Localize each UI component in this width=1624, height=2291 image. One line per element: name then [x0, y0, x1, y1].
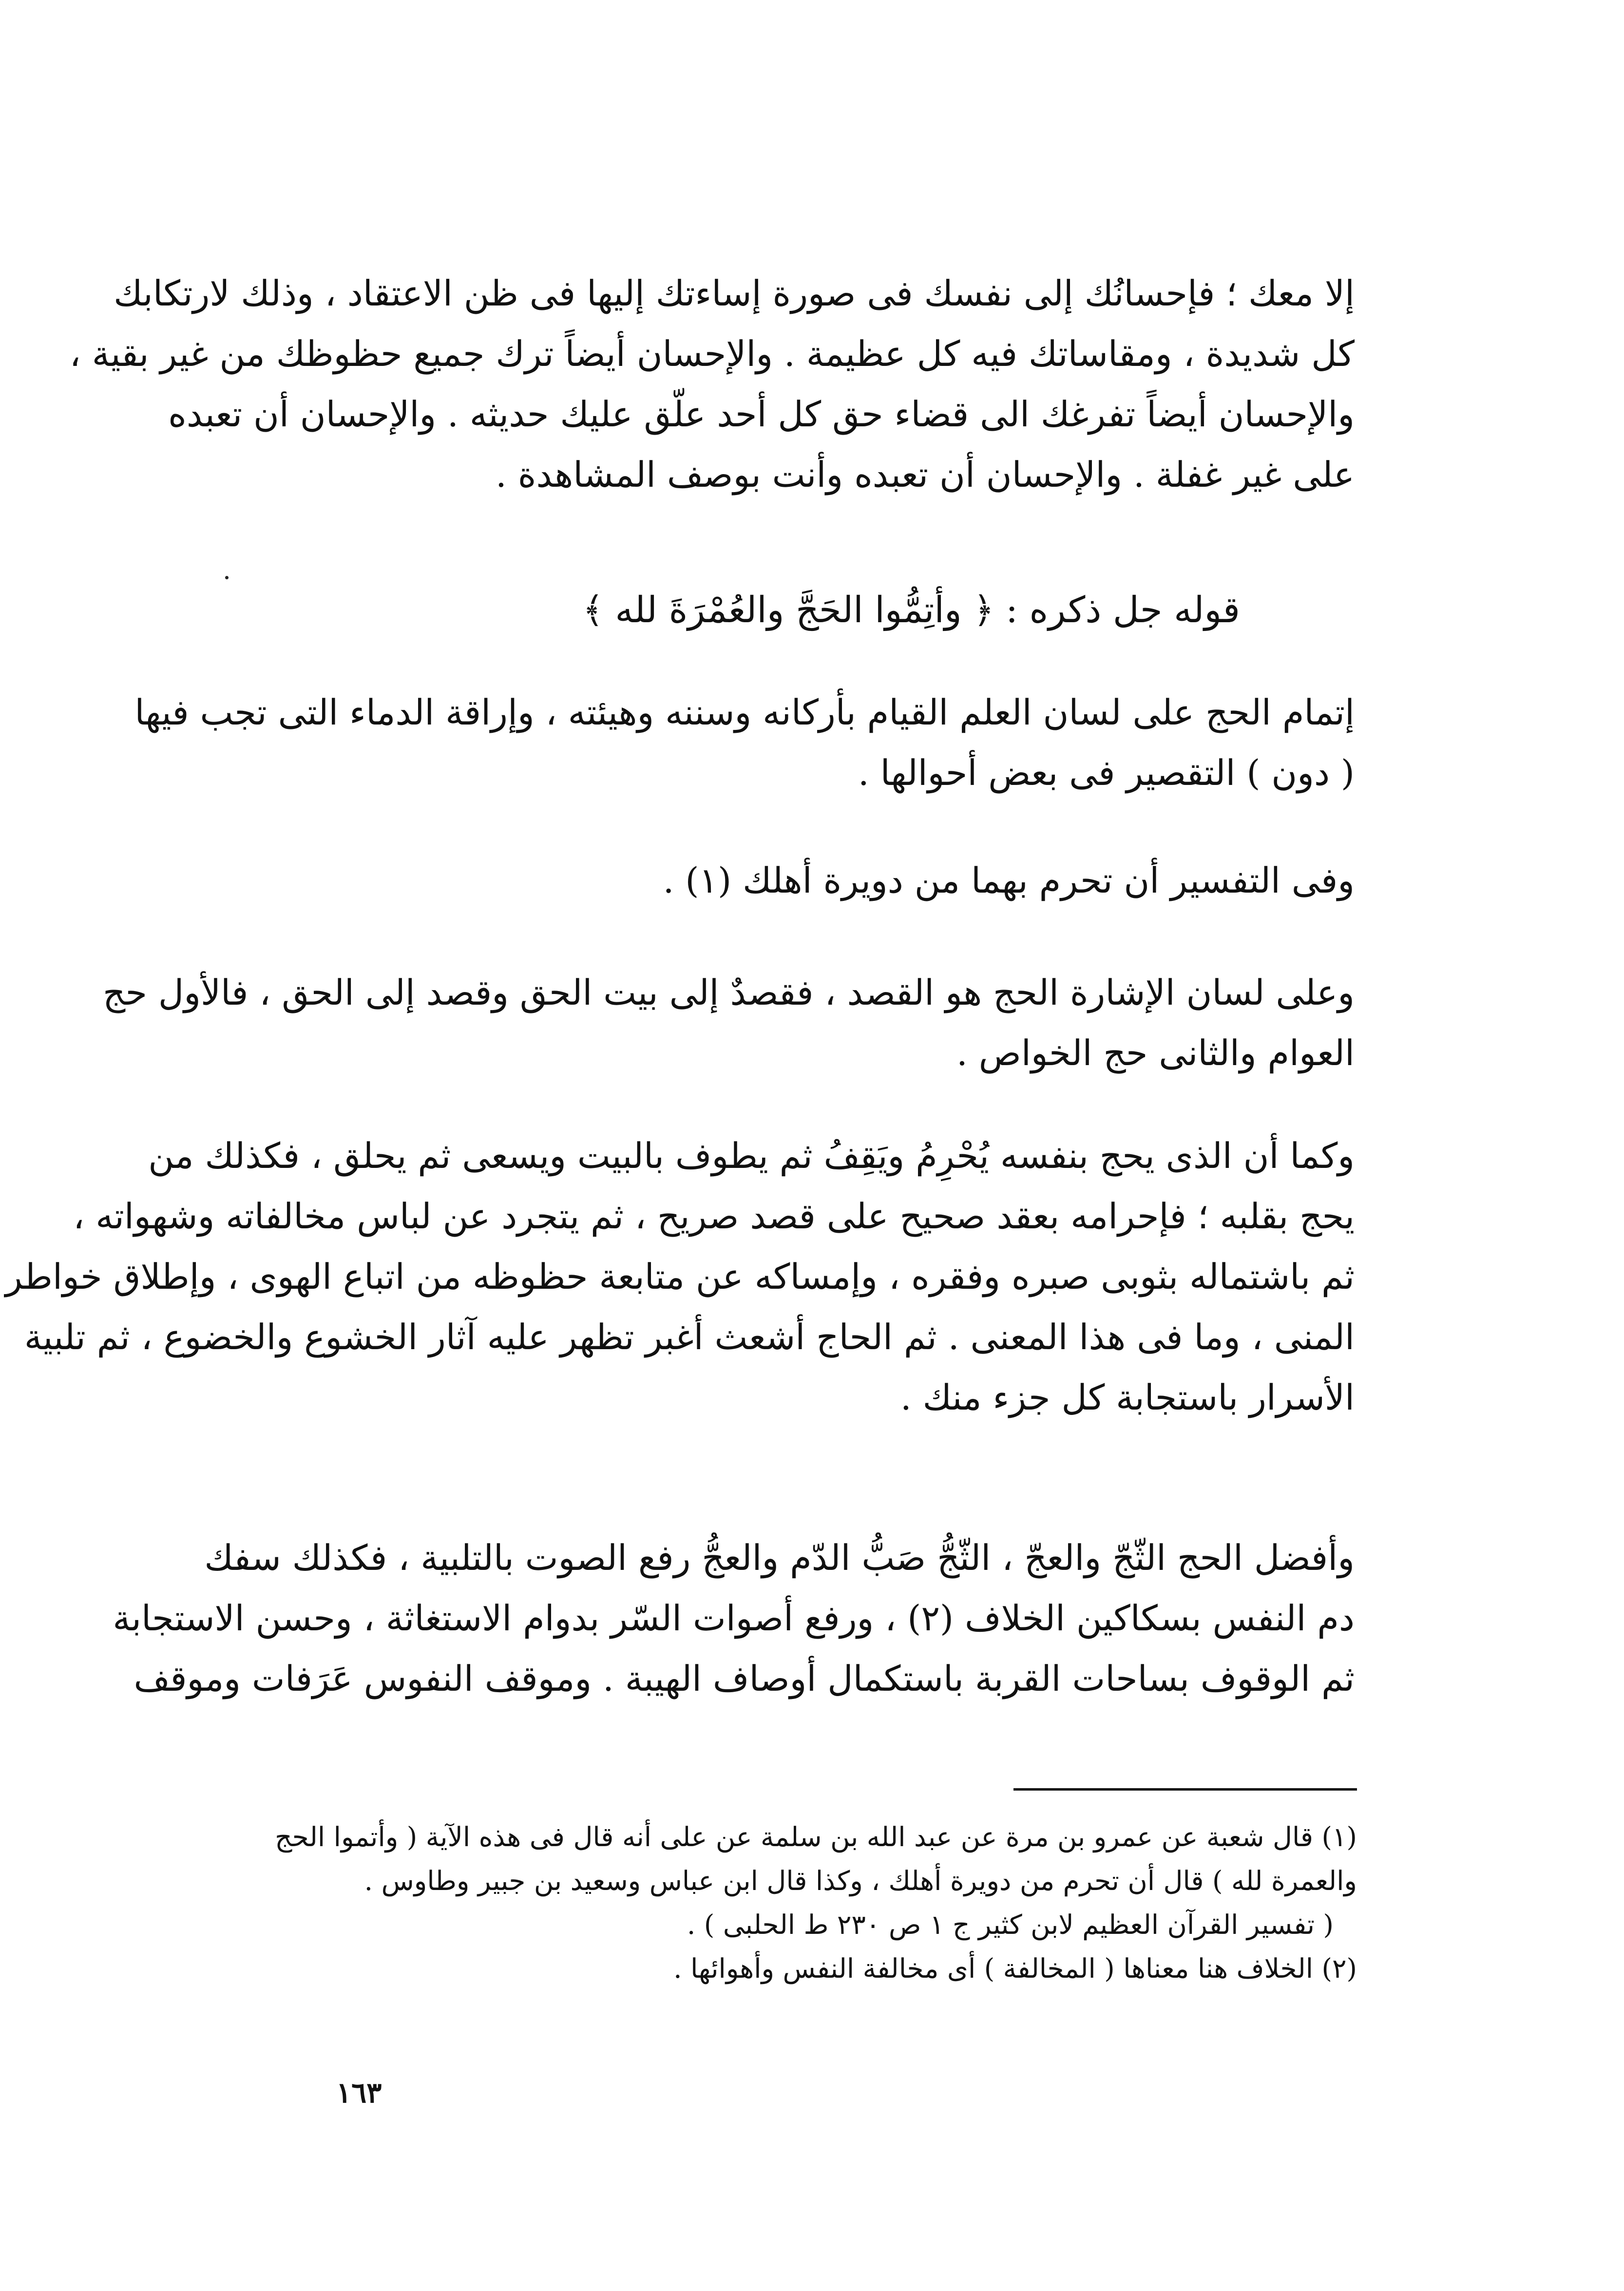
text-line: الأسرار باستجابة كل جزء منك .	[900, 1377, 1355, 1418]
text-line: وأفضل الحج الثّجّ والعجّ ، الثّجُّ صَبُّ الدّم والعجُّ رفع الصوت بالتلبية ، فكذلك سفك	[204, 1537, 1355, 1578]
text-line: ( دون ) التقصير فى بعض أحوالها .	[858, 752, 1355, 793]
text-line: إتمام الحج على لسان العلم القيام بأركانه وسننه وهيئته ، وإراقة الدماء التى تجب فيها	[134, 692, 1355, 733]
verse-heading: قوله جل ذكره : ﴿ وأتِمُّوا الحَجَّ والعُمْرَةَ لله ﴾	[582, 589, 1240, 631]
text-line: ثم باشتماله بثوبى صبره وفقره ، وإمساكه عن متابعة حظوظه من اتباع الهوى ، وإطلاق خواطر	[5, 1256, 1355, 1297]
text-line: المنى ، وما فى هذا المعنى . ثم الحاج أشعث أغبر تظهر عليه آثار الخشوع والخضوع ، ثم تلبية	[24, 1317, 1355, 1357]
footnote-line: (١) قال شعبة عن عمرو بن مرة عن عبد الله بن سلمة عن على أنه قال فى هذه الآية ( وأتموا الحج	[275, 1821, 1357, 1852]
footnote-line: (٢) الخلاف هنا معناها ( المخالفة ) أى مخالفة النفس وأهوائها .	[673, 1953, 1357, 1984]
text-line: دم النفس بسكاكين الخلاف (٢) ، ورفع أصوات السّر بدوام الاستغاثة ، وحسن الاستجابة	[113, 1598, 1355, 1639]
footnote-separator	[1013, 1788, 1357, 1791]
footnotes	[273, 1815, 1357, 1990]
page-number: ١٦٣	[336, 2076, 382, 2109]
paragraph-3	[273, 850, 1355, 911]
text-line: والإحسان أيضاً تفرغك الى قضاء حق كل أحد علّق عليك حديثه . والإحسان أن تعبده	[168, 394, 1355, 435]
footnote-line: ( تفسير القرآن العظيم لابن كثير ج ١ ص ٢٣٠ ط الحلبى ) .	[687, 1909, 1334, 1940]
text-line: وفى التفسير أن تحرم بهما من دويرة أهلك (١) .	[663, 860, 1355, 901]
paragraph-5	[5, 1126, 1355, 1428]
text-line: وكما أن الذى يحج بنفسه يُحْرِمُ ويَقِفُ ثم يطوف بالبيت ويسعى ثم يحلق ، فكذلك من	[148, 1135, 1355, 1176]
paragraph-1	[69, 263, 1355, 505]
paragraph-4	[103, 962, 1355, 1083]
text-line: إلا معك ؛ فإحسانُك إلى نفسك فى صورة إساءتك إليها فى ظن الاعتقاد ، وذلك لارتكابك	[114, 273, 1355, 314]
text-line: على غير غفلة . والإحسان أن تعبده وأنت بوصف المشاهدة .	[496, 454, 1355, 495]
text-line: وعلى لسان الإشارة الحج هو القصد ، فقصدٌ إلى بيت الحق وقصد إلى الحق ، فالأول حج	[103, 972, 1355, 1013]
text-line: كل شديدة ، ومقاساتك فيه كل عظيمة . والإحسان أيضاً ترك جميع حظوظك من غير بقية ،	[69, 333, 1355, 374]
paragraph-2	[134, 682, 1355, 803]
paragraph-6	[113, 1527, 1355, 1709]
footnote-line: والعمرة لله ) قال أن تحرم من دويرة أهلك ، وكذا قال ابن عباس وسعيد بن جبير وطاوس .	[364, 1865, 1357, 1896]
text-line: ثم الوقوف بساحات القربة باستكمال أوصاف الهيبة . وموقف النفوس عَرَفات وموقف	[134, 1658, 1355, 1699]
text-line: يحج بقلبه ؛ فإحرامه بعقد صحيح على قصد صريح ، ثم يتجرد عن لباس مخالفاته وشهواته ،	[73, 1196, 1355, 1237]
stray-ink-dot	[225, 576, 229, 579]
text-line: العوام والثانى حج الخواص .	[956, 1032, 1355, 1073]
